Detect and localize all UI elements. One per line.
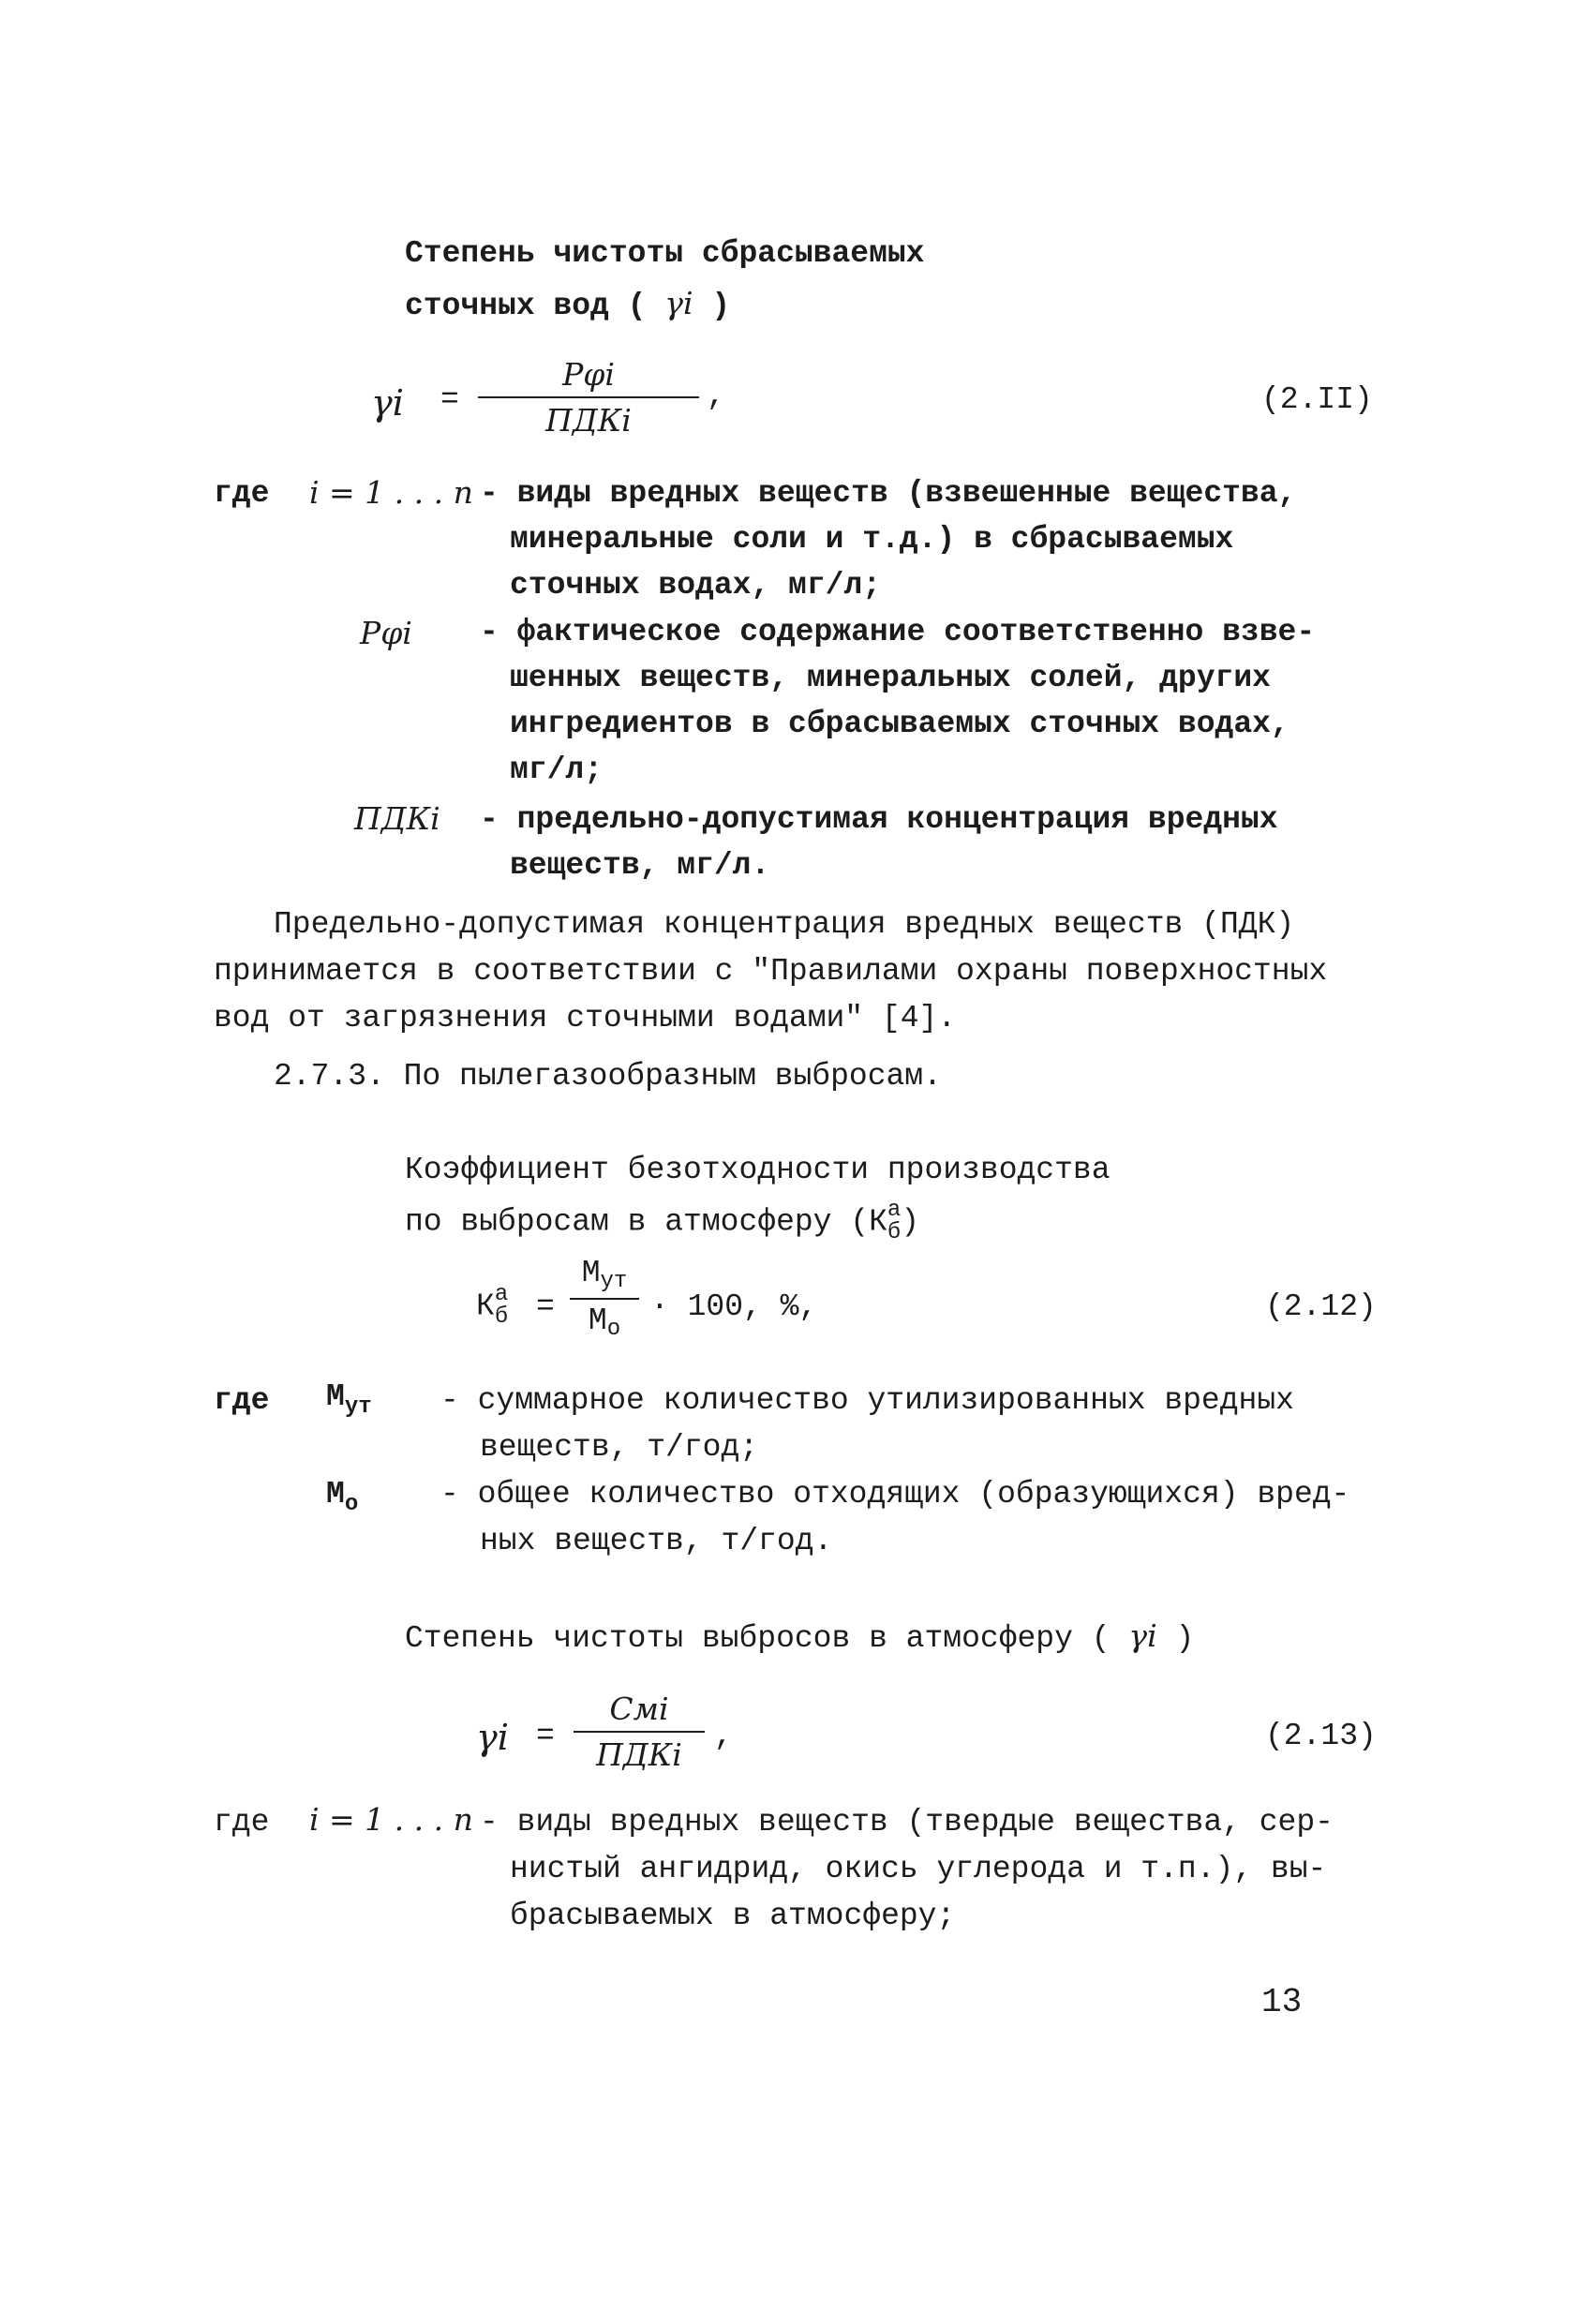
def-line: веществ, мг/л.: [510, 848, 770, 883]
formula-2-11-numerator: Pφi: [562, 356, 615, 393]
subscript-o: о: [606, 1317, 621, 1342]
m-base: М: [326, 1477, 345, 1512]
paragraph-line: Предельно-допустимая концентрация вредных веществ (ПДК): [274, 907, 1295, 942]
formula-2-13-lhs: γi: [476, 1717, 509, 1758]
def-line: веществ, т/год;: [480, 1430, 759, 1465]
section1-title-text: сточных вод (: [405, 289, 647, 323]
section2-title-line1: Коэффициент безотходности производства: [405, 1153, 1111, 1187]
formula-2-13-number: (2.13): [1265, 1719, 1377, 1753]
def-symbol-mut: [326, 1379, 372, 1420]
def-symbol-pdki: ПДКi: [354, 800, 440, 837]
fraction-bar: [574, 1731, 705, 1733]
subscript-b: б: [887, 1220, 902, 1245]
def-line: мг/л;: [510, 752, 604, 787]
def-line: - суммарное количество утилизированных вредных: [440, 1383, 1294, 1418]
formula-2-13-tail: ,: [714, 1719, 733, 1753]
superscript-a: а: [494, 1282, 509, 1307]
m-base: М: [581, 1256, 601, 1290]
def-line: - общее количество отходящих (образующихся) вред-: [440, 1477, 1350, 1512]
def-line: ных веществ, т/год.: [480, 1524, 833, 1558]
subscript-ut: ут: [600, 1269, 628, 1294]
def-line: ингредиентов в сбрасываемых сточных водах,: [510, 707, 1289, 741]
formula-2-12-numerator: [570, 1256, 639, 1294]
paragraph-line: принимается в соответствии с "Правилами охраны поверхностных: [214, 954, 1328, 989]
formula-2-13-numerator: Cмi: [609, 1691, 669, 1727]
formula-2-11-eq: =: [440, 382, 459, 417]
formula-2-11-tail: ,: [707, 379, 725, 413]
def-line: - предельно-допустимая концентрация вредных: [480, 802, 1278, 837]
section3-title-text: Степень чистоты выбросов в атмосферу (: [405, 1621, 1111, 1656]
section2-title-text: по выбросам в атмосферу (К: [405, 1204, 887, 1240]
formula-2-12-denominator: [570, 1304, 639, 1342]
formula-2-11-denominator: ПДКi: [545, 402, 632, 439]
formula-2-13-fraction: [574, 1691, 705, 1773]
m-base: М: [588, 1304, 607, 1338]
formula-2-11-number: (2.II): [1261, 382, 1373, 417]
formula-2-12-number: (2.12): [1265, 1289, 1377, 1324]
section1-title-line1: Степень чистоты сбрасываемых: [405, 236, 925, 271]
def-line: сточных водах, мг/л;: [510, 568, 882, 603]
formula-2-12-eq: =: [536, 1289, 555, 1324]
def-line: - виды вредных веществ (твердые вещества, сер-: [480, 1805, 1334, 1840]
fraction-bar: [570, 1298, 639, 1300]
subscript-ut: ут: [344, 1394, 372, 1420]
formula-2-11-lhs: γi: [371, 382, 404, 424]
def-symbol-i: i = 1 . . . n: [309, 474, 473, 511]
section2-title-close: ): [901, 1204, 920, 1240]
subscript-o: о: [344, 1492, 359, 1517]
fraction-bar: [478, 396, 699, 398]
gamma-symbol: γi: [1128, 1617, 1157, 1654]
section1-title-close: ): [711, 289, 731, 323]
def-symbol-mo: [326, 1477, 358, 1517]
formula-2-13-denominator: ПДКi: [596, 1736, 682, 1773]
formula-2-12-tail: · 100, %,: [650, 1289, 818, 1324]
formula-2-11-fraction: [478, 356, 699, 439]
def-symbol-pfi: Pφi: [360, 615, 412, 651]
def-line: минеральные соли и т.д.) в сбрасываемых: [510, 522, 1234, 557]
where-label-3: где: [214, 1805, 270, 1840]
subscript-b: б: [494, 1304, 509, 1330]
k-index: [495, 1284, 508, 1329]
formula-2-12-fraction: [570, 1256, 639, 1342]
subsection-heading: 2.7.3. По пылегазообразным выбросам.: [274, 1059, 942, 1094]
section3-title-close: ): [1175, 1621, 1195, 1656]
formula-2-12-lhs: [476, 1284, 508, 1329]
gamma-symbol: γi: [664, 285, 693, 321]
k-index: [887, 1199, 901, 1244]
page-number: 13: [1261, 1983, 1303, 2021]
def-line: нистый ангидрид, окись углерода и т.п.), вы-: [510, 1852, 1327, 1886]
where-label-2: где: [214, 1383, 270, 1418]
def-line: шенных веществ, минеральных солей, других: [510, 661, 1271, 695]
section3-title: [405, 1617, 1194, 1656]
k-base: К: [476, 1289, 495, 1324]
def-line: - фактическое содержание соответственно взве-: [480, 615, 1316, 649]
def-line: - виды вредных веществ (взвешенные вещества,: [480, 476, 1297, 511]
paragraph-line: вод от загрязнения сточными водами" [4].: [214, 1001, 957, 1035]
section2-title-line2: [405, 1199, 919, 1244]
def-line: брасываемых в атмосферу;: [510, 1899, 956, 1933]
section1-title-line2: [405, 285, 730, 323]
superscript-a: а: [887, 1198, 902, 1223]
def-symbol-i: i = 1 . . . n: [309, 1801, 473, 1838]
where-label-1: где: [214, 476, 270, 511]
m-base: М: [326, 1379, 345, 1414]
formula-2-13-eq: =: [536, 1719, 555, 1753]
